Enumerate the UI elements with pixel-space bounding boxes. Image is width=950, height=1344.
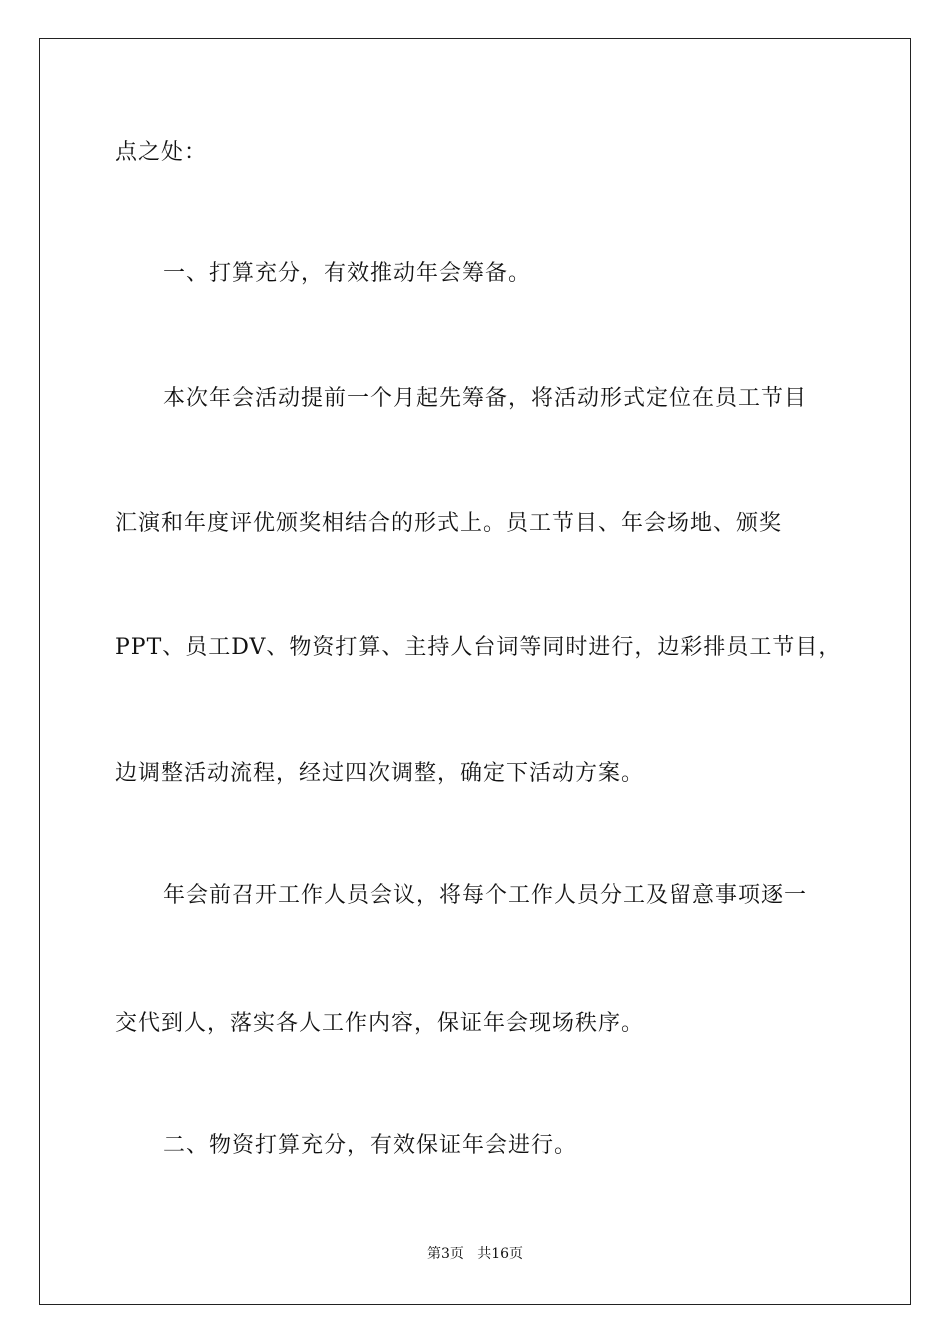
page-border [39,38,911,1305]
section-heading: 二、物资打算充分，有效保证年会进行。 [163,1133,578,1158]
paragraph-line: 点之处： [115,140,208,165]
paragraph-line: 汇演和年度评优颁奖相结合的形式上。员工节目、年会场地、颁奖 [115,511,783,536]
paragraph-line: 本次年会活动提前一个月起先筹备，将活动形式定位在员工节目 [163,386,808,411]
paragraph-line: 边调整活动流程，经过四次调整，确定下活动方案。 [115,761,645,786]
page-number-footer: 第3页 共16页 [426,1246,524,1262]
paragraph-line: 交代到人，落实各人工作内容，保证年会现场秩序。 [115,1011,645,1036]
paragraph-line: PPT、员工DV、物资打算、主持人台词等同时进行，边彩排员工节目， [115,635,842,660]
section-heading: 一、打算充分，有效推动年会筹备。 [163,261,532,286]
paragraph-line: 年会前召开工作人员会议，将每个工作人员分工及留意事项逐一 [163,883,808,908]
